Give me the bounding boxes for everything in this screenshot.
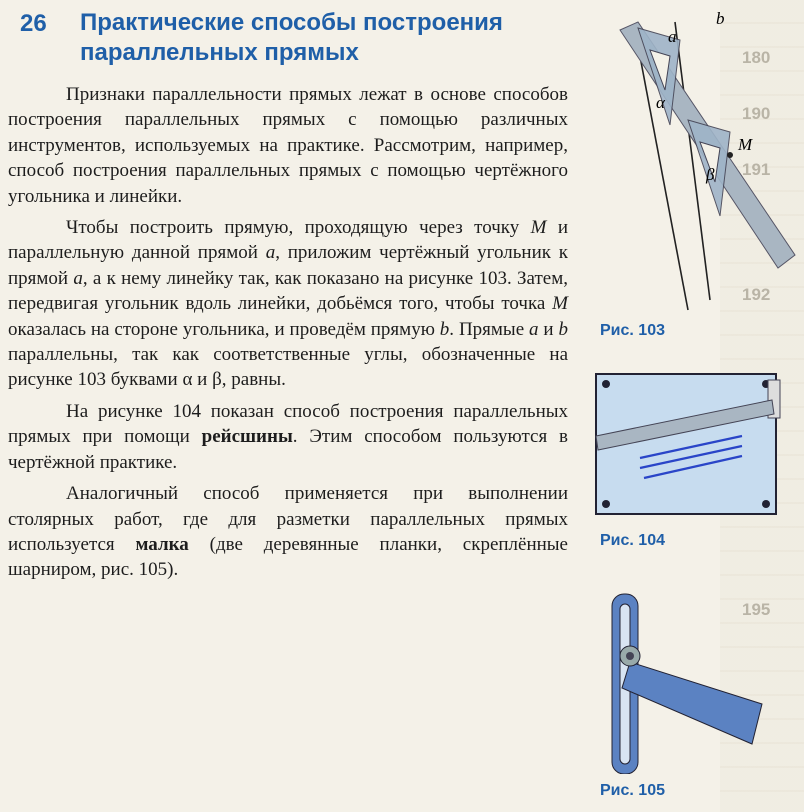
line-a: a bbox=[73, 267, 83, 289]
figure-105 bbox=[592, 584, 772, 774]
caption-104: Рис. 104 bbox=[600, 532, 665, 549]
caption-105: Рис. 105 bbox=[600, 782, 665, 799]
point-m: M bbox=[530, 217, 547, 239]
line-a: a bbox=[529, 318, 539, 340]
ghost-number: 180 bbox=[742, 48, 771, 67]
term-malka: малка bbox=[135, 533, 189, 555]
line-b: b bbox=[439, 318, 450, 340]
section-number: 26 bbox=[20, 10, 47, 37]
point-m: M bbox=[552, 293, 568, 315]
section-title: Практические способы построения параллельных прямых bbox=[80, 9, 503, 66]
bevel-blade bbox=[622, 662, 762, 744]
term-reishina: рейсшины bbox=[201, 426, 293, 448]
caption-103: Рис. 103 bbox=[600, 322, 665, 339]
paragraph-1: Признаки параллельности прямых лежат в основе способов построения параллельных прямых с помощью различных инструментов, используемых на практике. Рассмотрим, например, способ построения параллельных прямых с помощью чертёжного угольника и линейки. bbox=[8, 84, 568, 207]
label-alpha: α bbox=[656, 93, 665, 112]
label-m: M bbox=[738, 135, 753, 154]
paragraph-4: Аналогичный способ применяется при выполнении столярных работ, где для разметки параллельных прямых используется малка (две деревянные планки, скреплённые шарниром, рис. 105). bbox=[8, 483, 568, 581]
line-a: a bbox=[265, 242, 276, 264]
line-b: b bbox=[558, 318, 568, 340]
ghost-number: 195 bbox=[742, 600, 771, 619]
ghost-number: 190 bbox=[742, 104, 771, 123]
ghost-number: 191 bbox=[742, 160, 771, 179]
label-beta: β bbox=[706, 165, 715, 184]
figure-103 bbox=[580, 0, 800, 320]
point-m-marker bbox=[727, 152, 733, 158]
label-b: b bbox=[716, 9, 725, 28]
paragraph-3: На рисунке 104 показан способ построения параллельных прямых при помощи рейсшины. Этим способом пользуются в чертёжной практике. bbox=[8, 400, 568, 473]
ghost-number: 192 bbox=[742, 285, 771, 304]
figure-104 bbox=[592, 370, 792, 520]
body-text bbox=[8, 82, 568, 589]
paragraph-2: Чтобы построить прямую, проходящую через точку M и параллельную данной прямой a, приложим чертёжный угольник к прямой a, а к нему линейку так, как показано на рисунке 103. Затем, передвигая угольник вдоль линейки, добьёмся того, чтобы точка M оказалась на стороне угольника, и проведём прямую b. Прямые a и b параллельны, так как соответственные углы, обозначенные на рисунке 103 буквами α и β, равны. bbox=[8, 217, 568, 391]
label-a: a bbox=[668, 27, 677, 46]
